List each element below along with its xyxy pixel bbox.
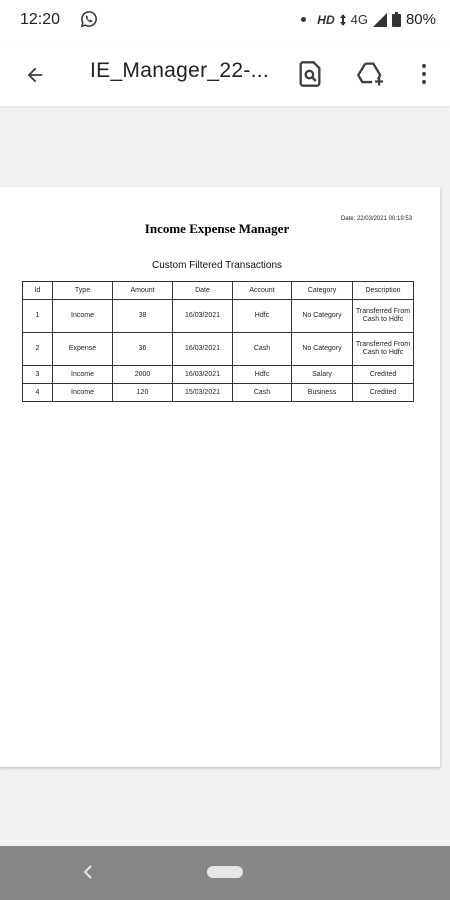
table-cell: 3 (23, 366, 53, 384)
whatsapp-icon (80, 10, 98, 28)
table-cell: 2 (23, 333, 53, 366)
table-cell: 2000 (113, 366, 173, 384)
signal-icon (373, 13, 387, 27)
column-header: Amount (113, 282, 173, 300)
table-row (23, 300, 414, 333)
table-row (23, 366, 414, 384)
battery-percent: 80% (405, 11, 436, 28)
column-header: Date (173, 282, 233, 300)
more-vert-icon[interactable] (412, 60, 436, 88)
system-nav-bar (0, 846, 450, 900)
table-cell: 36 (113, 333, 173, 366)
column-header: Id (23, 282, 53, 300)
back-button[interactable] (20, 60, 50, 90)
battery-icon (392, 12, 401, 27)
dot-icon (301, 17, 306, 22)
table-cell: Salary (292, 366, 353, 384)
nav-back-icon[interactable] (80, 862, 96, 882)
document-title: Income Expense Manager (144, 221, 290, 236)
table-cell: No Category (292, 300, 353, 333)
table-cell: Cash (233, 333, 292, 366)
status-bar (0, 0, 450, 42)
back-arrow-icon (24, 64, 46, 86)
table-cell: Income (53, 384, 113, 402)
table-cell: Expense (53, 333, 113, 366)
table-cell: 4 (23, 384, 53, 402)
column-header: Category (292, 282, 353, 300)
table-cell: Transferred From Cash to Hdfc (353, 300, 414, 333)
find-in-page-icon[interactable] (296, 60, 324, 88)
data-arrows-icon (340, 14, 346, 26)
transactions-table (22, 281, 414, 402)
table-header-row (23, 282, 414, 300)
add-to-drive-icon[interactable] (356, 60, 386, 88)
table-cell: 16/03/2021 (173, 300, 233, 333)
table-cell: Hdfc (233, 366, 292, 384)
table-cell: Credited (353, 366, 414, 384)
table-row (23, 384, 414, 402)
table-cell: 16/03/2021 (173, 333, 233, 366)
column-header: Description (353, 282, 414, 300)
table-cell: Hdfc (233, 300, 292, 333)
table-cell: 38 (113, 300, 173, 333)
status-time: 12:20 (20, 11, 61, 28)
column-header: Type (53, 282, 113, 300)
document-subtitle: Custom Filtered Transactions (151, 260, 283, 271)
table-cell: Credited (353, 384, 414, 402)
table-cell: Transferred From Cash to Hdfc (353, 333, 414, 366)
document-date: Date: 22/03/2021 00:19:53 (340, 216, 412, 222)
table-cell: Income (53, 366, 113, 384)
table-cell: 1 (23, 300, 53, 333)
app-bar (0, 42, 450, 106)
file-title: IE_Manager_22-... (90, 59, 270, 82)
table-cell: 120 (113, 384, 173, 402)
table-cell: 15/03/2021 (173, 384, 233, 402)
home-pill-icon[interactable] (207, 866, 243, 878)
table-cell: Business (292, 384, 353, 402)
column-header: Account (233, 282, 292, 300)
hd-label: HD (317, 12, 335, 27)
status-indicators (301, 11, 436, 28)
network-label: 4G (350, 12, 368, 27)
table-cell: Cash (233, 384, 292, 402)
pdf-page (0, 187, 440, 767)
table-cell: Income (53, 300, 113, 333)
table-row (23, 333, 414, 366)
table-cell: 16/03/2021 (173, 366, 233, 384)
table-cell: No Category (292, 333, 353, 366)
